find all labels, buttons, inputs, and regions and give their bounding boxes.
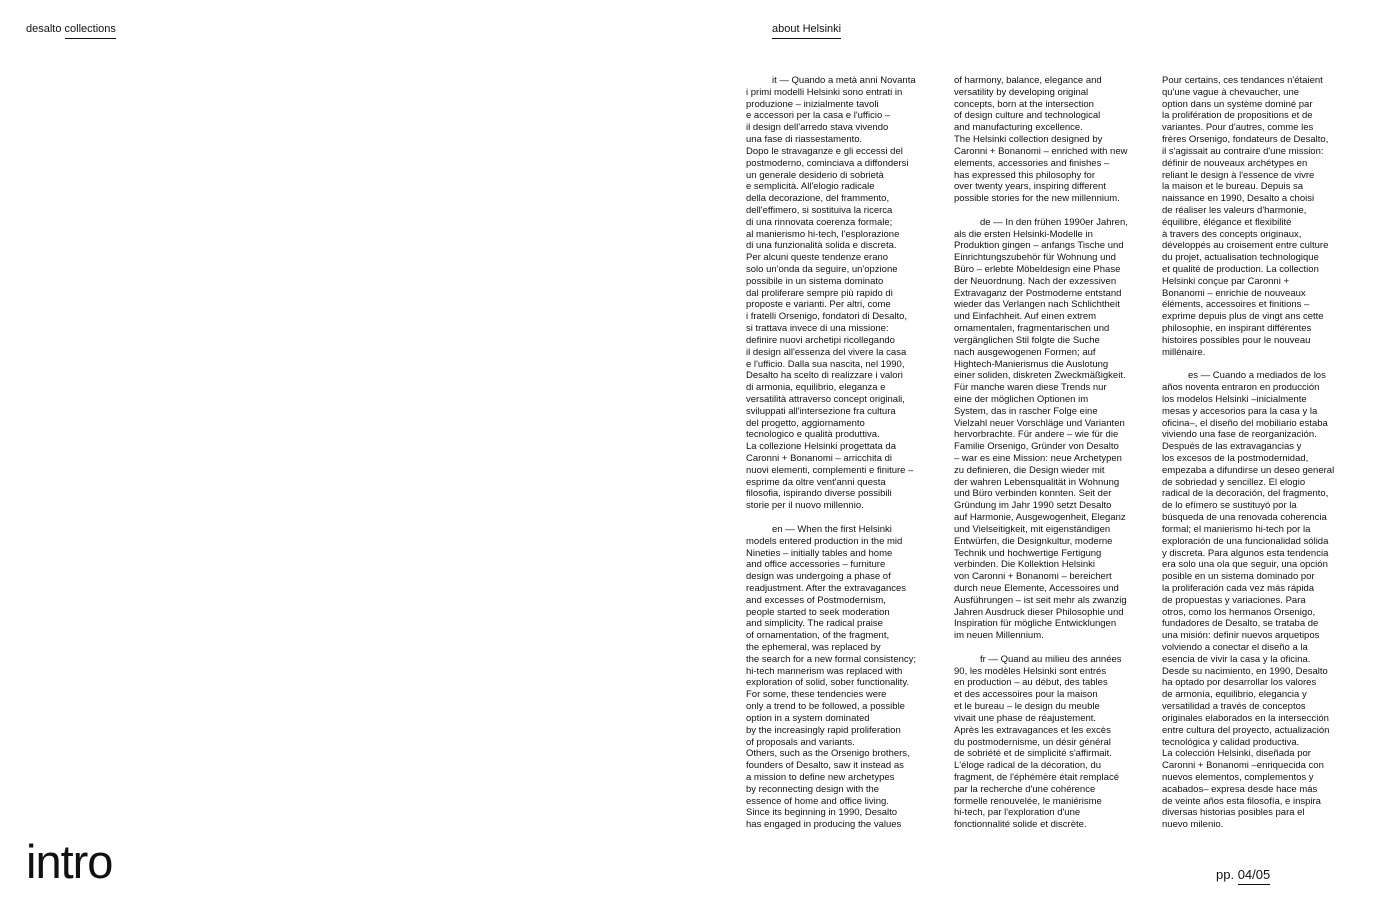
french-text: fr — Quand au milieu des années 90, les modèles Helsinki sont entrés en production – au début, des tables et des accessoires pour la maison et le bureau – le design du meuble vivait une phase de réajustement. Après les extravagances et les excès du postmodernisme, un désir général de sobriété et de simplicité s'affirmait. L'éloge radical de la décoration, du fragment, de l'éphémère était remplacé par la recherche d'une cohérence formelle renouvelée, le maniérisme hi-tech, par l'exploration d'une fonctionnalité solide et discrète. (954, 653, 1122, 831)
page-numbers (1216, 866, 1270, 885)
brand-name: desalto (26, 23, 62, 35)
text-column-3 (1162, 75, 1372, 831)
english-text: en — When the first Helsinki models entered production in the mid Nineties – initially tables and home and office accessories – furniture design was undergoing a phase of readjustment. After the extravagances and excesses of Postmodernism, people started to seek moderation and simplicity. The radical praise of ornamentation, of the fragment, the ephemeral, was replaced by the search for a new formal consistency; hi-tech mannerism was replaced with exploration of solid, sober functionality. For some, these tendencies were only a trend to be followed, a possible option in a system dominated by the increasingly rapid proliferation of proposals and variants. Others, such as the Orsenigo brothers, founders of Desalto, saw it instead as a mission to define new archetypes by reconnecting design with the essence of home and office living. Since its beginning in 1990, Desalto has engaged in producing the values (746, 523, 917, 831)
italian-text: it — Quando a metà anni Novanta i primi modelli Helsinki sono entrati in produzione – inizialmente tavoli e accessori per la casa e l'ufficio – il design dell'arredo stava vivendo una fase di riassestamento. Dopo le stravaganze e gli eccessi del postmoderno, cominciava a diffondersi un generale desiderio di sobrietà e semplicità. All'elogio radicale della decorazione, del frammento, dell'effimero, si sostituiva la ricerca di una rinnovata coerenza formale; al manierismo hi-tech, l'esplorazione di una funzionalità solida e discreta. Per alcuni queste tendenze erano solo un'onda da seguire, un'opzione possibile in un sistema dominato dal proliferare sempre più rapido di proposte e varianti. Per altri, come i fratelli Orsenigo, fondatori di Desalto, si trattava invece di una missione: definire nuovi archetipi ricollegando il design all'essenza del vivere la casa e l'ufficio. Dalla sua nascita, nel 1990, Desalto ha scelto di realizzare i valori di armonia, equilibrio, eleganza e versatilità attraverso concept originali, sviluppati all'intersezione fra cultura del progetto, aggiornamento tecnologico e qualità produttiva. La collezione Helsinki progettata da Caronni + Bonanomi – arricchita di nuovi elementi, complementi e finiture – esprime da oltre vent'anni questa filosofia, ispirando diverse possibili storie per il nuovo millennio. (746, 75, 916, 512)
french-text-continued: Pour certains, ces tendances n'étaient qu'une vague à chevaucher, une option dans un système dominé par la prolifération de propositions et de variantes. Pour d'autres, comme les frères Orsenigo, fondateurs de Desalto, il s'agissait au contraire d'une mission: définir de nouveaux archétypes en reliant le design à l'essence de vivre la maison et le bureau. Depuis sa naissance en 1990, Desalto a choisi de réaliser les valeurs d'harmonie, équilibre, élégance et flexibilité à travers des concepts originaux, développés au croisement entre culture du projet, actualisation technologique et qualité de production. La collection Helsinki conçue par Caronni + Bonanomi – enrichie de nouveaux éléments, accessoires et finitions – exprime depuis plus de vingt ans cette philosophie, en inspirant différentes histoires possibles pour le nouveau millénaire. (1162, 75, 1329, 358)
pages-prefix: pp. (1216, 867, 1235, 882)
brand (26, 22, 116, 39)
pages-link[interactable]: 04/05 (1238, 866, 1271, 885)
collections-link[interactable]: collections (65, 22, 116, 39)
page-title: intro (26, 835, 113, 888)
text-column-2 (954, 75, 1162, 831)
about-helsinki-link[interactable]: about Helsinki (772, 22, 841, 39)
german-text: de — In den frühen 1990er Jahren, als die ersten Helsinki-Modelle in Produktion gingen – anfangs Tische und Einrichtungszubehör für Wohnung und Büro – erlebte Möbeldesign eine Phase der Neuordnung. Nach der exzessiven Extravaganz der Postmoderne entstand wieder das Verlangen nach Schlichtheit und Einfachheit. Auf einen extrem ornamentalen, fragmentarischen und vergänglichen Stil folgte die Suche nach ausgewogenen Formen; auf Hightech-Manierismus die Auslotung einer soliden, diskreten Zweckmäßigkeit. Für manche waren diese Trends nur eine der möglichen Optionen im System, das in rascher Folge eine Vielzahl neuer Vorschläge und Varianten hervorbrachte. Für andere – wie für die Familie Orsenigo, Gründer von Desalto – war es eine Mission: neue Archetypen zu definieren, die Design wieder mit der wahren Lebensqualität in Wohnung und Büro verbinden konnten. Seit der Gründung im Jahr 1990 setzt Desalto auf Harmonie, Ausgewogenheit, Eleganz und Vielseitigkeit, mit eigenständigen Entwürfen, die Designkultur, moderne Technik und hochwertige Fertigung verbinden. Die Kollektion Helsinki von Caronni + Bonanomi – bereichert durch neue Elemente, Accessoires und Ausführungen – ist seit mehr als zwanzig Jahren Ausdruck dieser Philosophie und Inspiration für mögliche Entwicklungen im neuen Millennium. (954, 216, 1128, 642)
text-column-1 (746, 75, 954, 831)
english-text-continued: of harmony, balance, elegance and versatility by developing original concepts, born at the intersection of design culture and technological and manufacturing excellence. The Helsinki collection designed by Caronni + Bonanomi – enriched with new elements, accessories and finishes – has expressed this philosophy for over twenty years, inspiring different possible stories for the new millennium. (954, 75, 1128, 205)
spanish-text: es — Cuando a mediados de los años noventa entraron en producción los modelos Helsinki –inicialmente mesas y accesorios para la casa y la oficina–, el diseño del mobiliario estaba viviendo una fase de reorganización. Después de las extravagancias y los excesos de la postmodernidad, empezaba a difundirse un deseo general de sobriedad y sencillez. El elogio radical de la decoración, del fragmento, de lo efímero se sustituyó por la búsqueda de una renovada coherencia formal; el manierismo hi-tech por la exploración de una funcionalidad sólida y discreta. Para algunos esta tendencia era solo una ola que seguir, una opción posible en un sistema dominado por la proliferación cada vez más rápida de propuestas y variaciones. Para otros, como los hermanos Orsenigo, fundadores de Desalto, se trataba de una misión: definir nuevos arquetipos volviendo a conectar el diseño a la esencia de vivir la casa y la oficina. Desde su nacimiento, en 1990, Desalto ha optado por desarrollar los valores de armonía, equilibrio, elegancia y versatilidad a través de conceptos originales elaborados en la intersección entre cultura del proyecto, actualización tecnológica y calidad productiva. La colección Helsinki, diseñada por Caronni + Bonanomi –enriquecida con nuevos elementos, complementos y acabados– expresa desde hace más de veinte años esta filosofía, e inspira diversas historias posibles para el nuevo milenio. (1162, 370, 1335, 831)
